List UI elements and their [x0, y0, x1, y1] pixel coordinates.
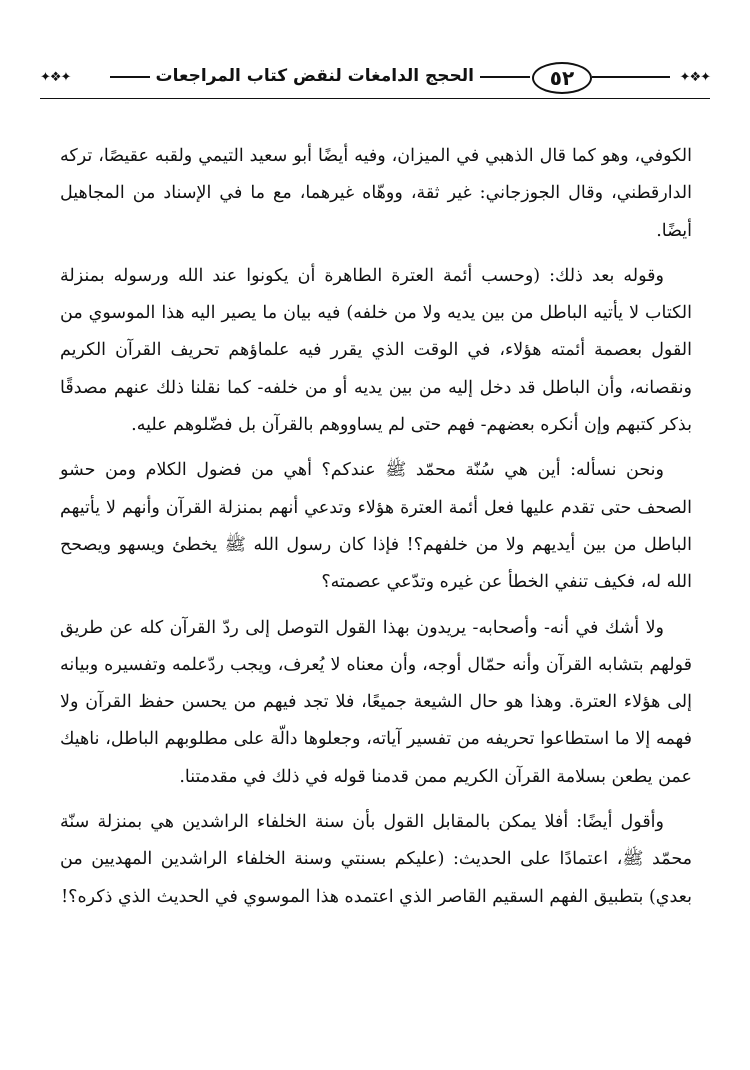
- paragraph-2: وقوله بعد ذلك: (وحسب أئمة العترة الطاهرة أن يكونوا عند الله ورسوله بمنزلة الكتاب لا يأتيه الباطل من بين يديه ولا من خلفه) فيه بيان ما يصير اليه هذا الموسوي من القول بعصمة أئمته هؤلاء، في الوقت الذي يقرر فيه علماؤهم تحريف القرآن الكريم ونقصانه، وأن الباطل قد دخل إليه من بين يديه أو من خلفه- كما نقلنا ذلك عنهم مصدقًا بذكر كتبهم وإن أنكره بعضهم- فهم حتى لم يساووهم بالقرآن بل فضّلوهم عليه.: [60, 265, 692, 436]
- running-title: الحجج الدامغات لنقض كتاب المراجعات: [150, 66, 480, 86]
- header-rule-right: [592, 76, 670, 78]
- paragraph-3: ونحن نسأله: أين هي سُنّة محمّد ﷺ عندكم؟ أهي من فضول الكلام ومن حشو الصحف حتى تقدم عليها فعل أئمة العترة هؤلاء وتدعي أنهم بمنزلة القرآن وأنهم لا يأتيهم الباطل من بين أيديهم ولا من خلفهم؟! فإذا كان رسول الله ﷺ يخطئ ويسهو ويصحح الله له، فكيف تنفي الخطأ عن غيره وتدّعي عصمته؟: [60, 460, 692, 593]
- paragraph-1: الكوفي، وهو كما قال الذهبي في الميزان، وفيه أيضًا أبو سعيد التيمي ولقبه عقيصًا، تركه الدارقطني، وقال الجوزجاني: غير ثقة، ووهّاه غيرهما، مع ما في الإسناد من المجاهيل أيضًا.: [60, 146, 692, 241]
- ornament-right-icon: ✦❖✦: [679, 70, 710, 85]
- paragraph-5: وأقول أيضًا: أفلا يمكن بالمقابل القول بأن سنة الخلفاء الراشدين هي بمنزلة سنّة محمّد ﷺ، اعتمادًا على الحديث: (عليكم بسنتي وسنة الخلفاء الراشدين المهديين من بعدي) بتطبيق الفهم السقيم القاصر الذي اعتمده هذا الموسوي في الحديث الذي ذكره؟!: [60, 812, 692, 907]
- paragraph-4: ولا أشك في أنه- وأصحابه- يريدون بهذا القول التوصل إلى ردّ القرآن كله عن طريق قولهم بتشابه القرآن وأنه حمّال أوجه، وأن معناه لا يُعرف، ويجب ردّعلمه وتفسيره وبيانه إلى هؤلاء العترة. وهذا هو حال الشيعة جميعًا، فلا تجد فيهم من يحسن حفظ القرآن ولا فهمه إلا ما استطاعوا تحريفه من تفسير آياته، وجعلوها دالّة على مطلوبهم الباطل، ناهيك عمن يطعن بسلامة القرآن الكريم ممن قدمنا قوله في ذلك في مقدمتنا.: [60, 617, 692, 787]
- page-body: [60, 138, 692, 924]
- page-number: ٥٢: [549, 66, 575, 90]
- header-divider: [40, 98, 710, 99]
- page-number-badge: [532, 62, 592, 94]
- page-header: [40, 60, 710, 100]
- ornament-left-icon: ✦❖✦: [40, 70, 71, 85]
